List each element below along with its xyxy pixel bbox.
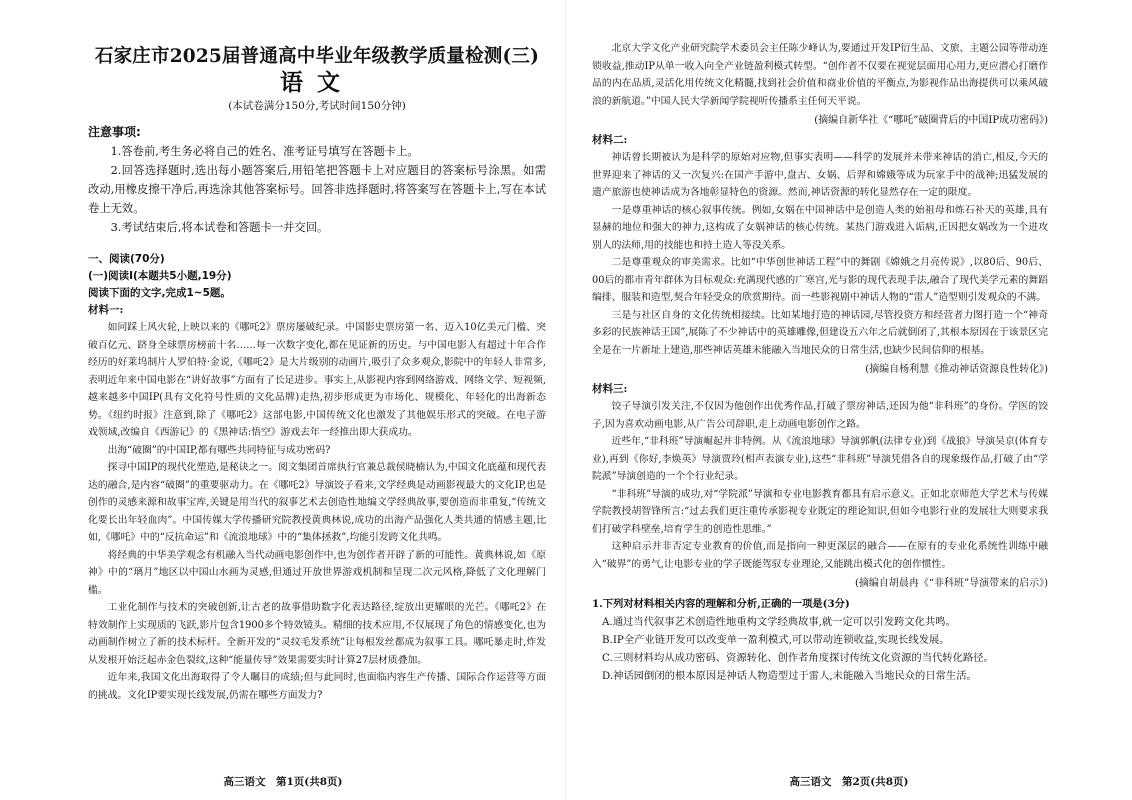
- paragraph: 探寻中国IP的现代化塑造,是秘诀之一。阅文集团首席执行官兼总裁侯晓楠认为,中国文化底蕴和现代表达的融合,是内容“破圈”的重要驱动力。在《哪吒2》导演饺子看来,文学经典是动画影视最大的文化IP,也是创作的灵感来源和故事宝库,关键是用当代的叙事艺术去创造性地编文学经典故事,要创造而非重复,“传统文化要长出年轻血肉”。中国传媒大学传播研究院教授黄典林说,成功的出海产品强化人类共通的情感主题,比如,《哪吒》中的“反抗命运”和《流浪地球》中的“集体拯救”,均能引发跨文化共鸣。: [88, 462, 546, 543]
- option-d: D.神话园倒闭的根本原因是神话人物造型过于雷人,未能融入当地民众的日常生活。: [602, 670, 977, 682]
- material-3-heading: 材料三:: [592, 383, 628, 395]
- paragraph: 二是尊重观众的审美需求。比如“中华创世神话工程”中的舞剧《嫦娥之月亮传说》,以80后、90后、00后的都市青年群体为目标观众:充满现代感的广寒宫,光与影的现代表现手法,融合了现代美学元素的舞蹈编排、服装和造型,契合年轻受众的欣赏期待。而一些影视剧中神话人物的“雷人”造型则引发观众的不满。: [592, 257, 1048, 303]
- paragraph: 这种启示并非否定专业教育的价值,而是指向一种更深层的融合——在原有的专业化系统性训练中融入“破界”的勇气,让电影专业的学子既能驾驭专业理论,又能跳出模式化的创作惯性。: [592, 541, 1048, 570]
- page-footer: 高三语文 第2页(共8页): [789, 776, 909, 788]
- exam-title: 石家庄市2025届普通高中毕业年级教学质量检测(三): [94, 46, 540, 67]
- notice-item: 1.答卷前,考生务必将自己的姓名、准考证号填写在答题卡上。: [110, 145, 419, 158]
- notice-item: 3.考试结束后,将本试卷和答题卡一并交回。: [110, 221, 329, 234]
- material-1-heading: 材料一:: [88, 304, 124, 316]
- notice-item: 2.回答选择题时,选出每小题答案后,用铅笔把答题卡上对应题目的答案标号涂黑。如需改动,用橡皮擦干净后,再选涂其他答案标号。回答非选择题时,将答案写在答题卡上,写在本试卷上无效。: [88, 164, 546, 215]
- subsection-heading: (一)阅读Ⅰ(本题共5小题,19分): [88, 270, 232, 282]
- exam-meta: (本试卷满分150分,考试时间150分钟): [228, 100, 406, 112]
- paragraph: 饺子导演引发关注,不仅因为他创作出优秀作品,打破了票房神话,还因为他“非科班”的身份。学医的饺子,因为喜欢动画电影,从广告公司辞职,走上动画电影创作之路。: [592, 401, 1048, 430]
- source-citation: (摘编自胡晨冉《“非科班”导演带来的启示》): [854, 578, 1048, 589]
- section-heading: 一、阅读(70分): [88, 253, 165, 265]
- exam-page-2: [566, 0, 1132, 800]
- paragraph: “非科班”导演的成功,对“学院派”导演和专业电影教育都具有启示意义。正如北京师范大学艺术与传媒学院教授胡智锋所言:“过去我们更注重传承影视专业既定的理论知识,但如今电影行业的发展壮大则要求我们打破学科壁垒,培育学生的创造性思维。”: [592, 488, 1048, 535]
- paragraph: 近些年,“非科班”导演崛起并非特例。从《流浪地球》导演郭帆(法律专业)到《战狼》导演吴京(体育专业),再到《你好,李焕英》导演贾玲(相声表演专业),这些“非科班”导演凭借各自的现象级作品,打破了由“学院派”导演创造的一个个行业纪录。: [592, 436, 1048, 482]
- paragraph: 如同踩上风火轮,上映以来的《哪吒2》票房屡破纪录。中国影史票房第一名、迈入10亿美元门槛、突破百亿元、跻身全球票房榜前十名……每一次数字变化,都在见证新的历史。与中国电影人有超过十年合作经历的好莱坞制片人罗伯特·金说,《哪吒2》是大片级别的动画片,吸引了众多观众,影院中的年轻人非常多,表明近年来中国电影在“讲好故事”方面有了长足进步。事实上,从影视内容到网络游戏、网络文学、短视频,越来越多中国IP(具有文化符号性质的文化品牌)走热,初步形成更为市场化、规模化、年轻化的出海新态势。《纽约时报》注意到,除了《哪吒2》这部电影,中国传统文化也激发了其他娱乐形式的突破。在电子游戏领域,改编自《西游记》的《黑神话:悟空》游戏去年一经推出即大获成功。: [88, 322, 546, 438]
- option-b: B.IP全产业链开发可以改变单一盈利模式,可以带动连锁收益,实现长线发展。: [602, 634, 950, 646]
- question-1: 1.下列对材料相关内容的理解和分析,正确的一项是(3分): [592, 598, 850, 610]
- reading-instruction: 阅读下面的文字,完成1~5题。: [88, 287, 231, 299]
- paragraph: 工业化制作与技术的突破创新,让古老的故事借助数字化表达路径,绽放出更耀眼的光芒。《哪吒2》在特效制作上实现质的飞跃,影片包含1900多个特效镜头。精细的技术应用,不仅展现了角色的情感变化,也为动画制作树立了新的技术标杆。全新开发的“灵纹毛发系统”让每根发丝都成为叙事工具。哪吒暴走时,炸发从发根开始泛起赤金色裂纹,这种“能量传导”效果需要实时计算27层材质叠加。: [88, 602, 546, 666]
- subject-title: 语文: [280, 69, 354, 96]
- source-citation: (摘编自新华社《“哪吒”破圈背后的中国IP成功密码》): [814, 115, 1048, 126]
- paragraph: 神话曾长期被认为是科学的原始对应物,但事实表明——科学的发展并未带来神话的消亡,相反,今天的世界迎来了神话的又一次复兴:在国产手游中,盘古、女娲、后羿和嫦娥等成为玩家手中的战神;迅猛发展的遗产旅游也使神话成为各地彰显特色的资源。然而,神话资源的转化显然存在一定的限度。: [592, 152, 1048, 198]
- paragraph: 一是尊重神话的核心叙事传统。例如,女娲在中国神话中是创造人类的始祖母和炼石补天的英雄,具有显赫的地位和强大的神力,这构成了女娲神话的核心传统。某热门游戏进入诟病,正因把女娲改为一个进攻别人的法师,用的技能也和持土造人等没关系。: [592, 204, 1048, 251]
- paragraph: 将经典的中华美学观念有机融入当代动画电影创作中,也为创作者开辟了新的可能性。黄典林说,如《原神》中的“璃月”地区以中国山水画为灵感,但通过开放世界游戏机制和呈现二次元风格,降低了文化理解门槛。: [88, 549, 546, 596]
- paragraph: 出海“破圈”的中国IP,都有哪些共同特征与成功密码?: [107, 444, 331, 456]
- page-footer: 高三语文 第1页(共8页): [223, 776, 343, 788]
- source-citation: (摘编自杨利慧《推动神话资源良性转化》): [865, 364, 1048, 375]
- option-c: C.三则材料均从成功密码、资源转化、创作者角度探讨传统文化资源的当代转化路径。: [602, 652, 994, 664]
- paragraph: 北京大学文化产业研究院学术委员会主任陈少峰认为,要通过开发IP衍生品、文旅、主题公园等带动连锁收益,推动IP从单一收入向全产业链盈利模式转型。“创作者不仅要在视觉层面用心用力,更应潜心打磨作品的内在品质,灵活化用传统文化精髓,找到社会价值和商业价值的平衡点,为影视作品出海提供可以乘风破浪的新航道。”中国人民大学新闻学院视听传播系主任何天平说。: [592, 43, 1048, 107]
- material-2-heading: 材料二:: [592, 134, 628, 146]
- paragraph: 三是与社区自身的文化传统相接续。比如某地打造的神话园,尽管投资方和经营者力图打造一个“神奇多彩的民族神话王国”,展陈了不少神话中的英雄雕像,但建设五六年之后就倒闭了,其根本原因在于该景区完全是在一片新址上建造,那些神话英雄未能融入当地民众的日常生活,也缺少民间信仰的根基。: [592, 309, 1048, 356]
- notice-heading: 注意事项:: [88, 125, 141, 139]
- option-a: A.通过当代叙事艺术创造性地重构文学经典故事,就一定可以引发跨文化共鸣。: [602, 616, 956, 628]
- paragraph: 近年来,我国文化出海取得了令人瞩目的成绩;但与此同时,也面临内容生产传播、国际合作运营等方面的挑战。文化IP要实现长线发展,仍需在哪些方面发力?: [88, 672, 546, 701]
